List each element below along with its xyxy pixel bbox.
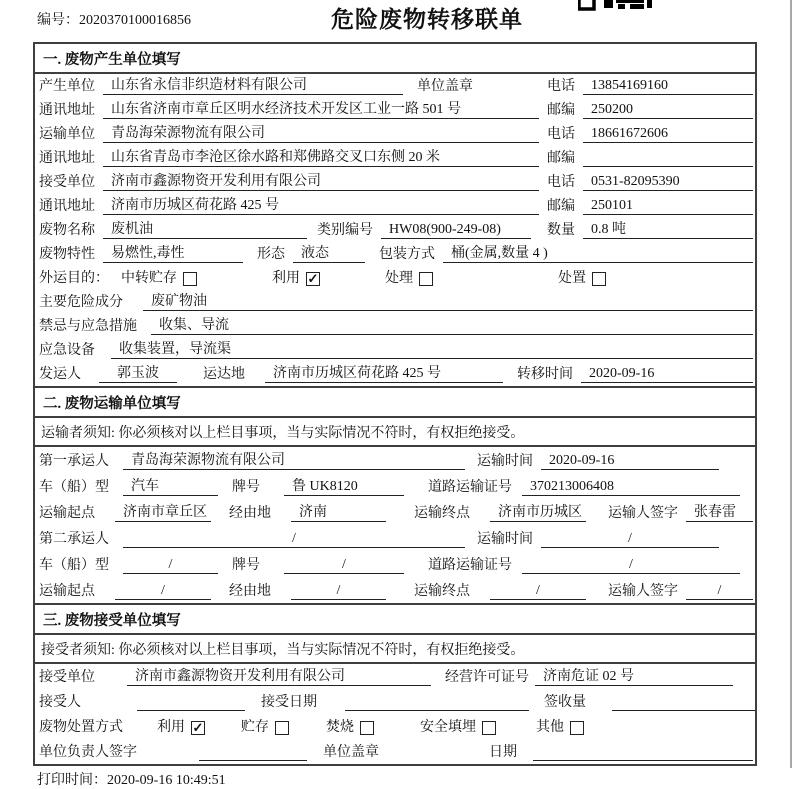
form-row <box>35 739 755 764</box>
field-label: 发运人 <box>39 367 81 382</box>
document-header <box>0 0 796 42</box>
document-title: 危险废物转移联单 <box>331 7 523 32</box>
field-label: 废物处置方式 <box>39 720 123 735</box>
form-row <box>35 74 755 98</box>
field-value: 济南市章丘区 <box>115 504 211 522</box>
field-value: / <box>541 530 719 548</box>
checkbox-icon <box>360 721 374 735</box>
field-label: 车（船）型 <box>39 558 109 573</box>
field-label: 运输人签字 <box>608 506 678 521</box>
checkbox-field <box>121 270 197 287</box>
field-value: 250200 <box>583 101 753 119</box>
form-row <box>35 525 755 551</box>
form-row <box>35 362 755 386</box>
field-label: 经由地 <box>229 506 271 521</box>
field-label: 接受日期 <box>261 695 317 710</box>
checkbox-checked-icon: ✓ <box>307 271 319 286</box>
field-label: 包装方式 <box>379 247 435 262</box>
field-value: HW08(900-249-08) <box>381 221 531 239</box>
field-label: 单位盖章 <box>323 745 379 760</box>
field-value: 青岛海荣源物流有限公司 <box>103 125 539 143</box>
checkbox-icon <box>419 272 433 286</box>
checkbox-field <box>420 719 496 736</box>
field-value: 易燃性,毒性 <box>103 245 243 263</box>
checkbox-label: 利用 <box>157 720 185 735</box>
field-label: 转移时间 <box>517 367 573 382</box>
field-label: 日期 <box>489 745 517 760</box>
field-value <box>583 150 753 167</box>
field-label: 外运目的： <box>39 271 109 286</box>
field-value: 郭玉波 <box>99 365 177 383</box>
field-value: 山东省永信非织造材料有限公司 <box>103 77 403 95</box>
field-label: 形态 <box>257 247 285 262</box>
form-row <box>35 499 755 525</box>
form-row <box>35 689 755 714</box>
field-value: 济南市鑫源物资开发利用有限公司 <box>103 173 539 191</box>
scan-page-edge <box>790 0 792 768</box>
checkbox-field <box>385 270 433 287</box>
field-label: 运输终点 <box>414 506 470 521</box>
field-label: 数量 <box>547 223 575 238</box>
form-section-1 <box>35 44 755 386</box>
field-label: 应急设备 <box>39 343 95 358</box>
checkbox-icon <box>275 721 289 735</box>
field-label: 牌号 <box>232 558 260 573</box>
field-value: 济南市历城区 <box>490 504 586 522</box>
field-value: 2020-09-16 <box>581 365 753 383</box>
field-label: 经营许可证号 <box>445 670 529 685</box>
field-value: 济南危证 02 号 <box>535 668 733 686</box>
form-row <box>35 714 755 739</box>
field-label: 运输人签字 <box>608 584 678 599</box>
checkbox-label: 中转贮存 <box>121 271 177 286</box>
form-row <box>35 314 755 338</box>
field-value: 济南市历城区荷花路 425 号 <box>265 365 503 383</box>
form-row <box>35 218 755 242</box>
field-label: 主要危险成分 <box>39 295 123 310</box>
section-note: 接受者须知: 你必须核对以上栏目事项，当与实际情况不符时，有权拒绝接受。 <box>35 635 755 664</box>
field-label: 运输起点 <box>39 584 95 599</box>
field-value: / <box>490 582 586 600</box>
field-label: 通讯地址 <box>39 151 95 166</box>
field-value: 山东省青岛市李沧区徐水路和郑佛路交叉口东侧 20 米 <box>103 149 539 167</box>
field-label: 通讯地址 <box>39 199 95 214</box>
print-time <box>37 769 796 789</box>
form-row <box>35 664 755 689</box>
checkbox-label: 焚烧 <box>326 720 354 735</box>
field-label: 禁忌与应急措施 <box>39 319 137 334</box>
field-value: 250101 <box>583 197 753 215</box>
checkbox-label: 利用 <box>272 271 300 286</box>
print-time-value: 2020-09-16 10:49:51 <box>107 773 226 788</box>
checkbox-field <box>558 270 606 287</box>
checkbox-field <box>241 719 289 736</box>
checkbox-label: 其他 <box>536 720 564 735</box>
field-label: 运达地 <box>203 367 245 382</box>
serial-label: 编号： <box>37 13 79 28</box>
checkbox-icon <box>482 721 496 735</box>
field-label: 道路运输证号 <box>428 480 512 495</box>
field-value: 2020-09-16 <box>541 452 719 470</box>
field-value <box>199 744 307 761</box>
field-label: 邮编 <box>547 103 575 118</box>
field-value: 张春雷 <box>686 504 753 522</box>
manifest-form-table <box>33 42 757 766</box>
checkbox-icon <box>592 272 606 286</box>
field-label: 产生单位 <box>39 79 95 94</box>
field-value: 收集装置，导流渠 <box>111 341 753 359</box>
checkbox-field <box>157 719 205 736</box>
field-value: 370213006408 <box>522 478 740 496</box>
field-value: 液态 <box>293 245 365 263</box>
qr-code-fragment <box>578 0 652 12</box>
field-value <box>345 694 529 711</box>
form-section-3 <box>35 603 755 764</box>
field-value: 济南市历城区荷花路 425 号 <box>103 197 539 215</box>
field-label: 电话 <box>547 175 575 190</box>
field-label: 道路运输证号 <box>428 558 512 573</box>
field-value <box>612 694 755 711</box>
field-label: 废物名称 <box>39 223 95 238</box>
field-value: 0531-82095390 <box>583 173 753 191</box>
section-note: 运输者须知: 你必须核对以上栏目事项，当与实际情况不符时，有权拒绝接受。 <box>35 418 755 447</box>
field-label: 第一承运人 <box>39 454 109 469</box>
field-value: 青岛海荣源物流有限公司 <box>123 452 465 470</box>
field-label: 运输时间 <box>477 454 533 469</box>
section-title: 三. 废物接受单位填写 <box>35 605 755 635</box>
field-value: 废机油 <box>103 221 307 239</box>
checkbox-field <box>272 270 320 287</box>
field-label: 运输单位 <box>39 127 95 142</box>
field-label: 运输终点 <box>414 584 470 599</box>
field-value: 收集、导流 <box>151 317 753 335</box>
field-value: / <box>123 530 465 548</box>
field-label: 单位负责人签字 <box>39 745 137 760</box>
form-row <box>35 98 755 122</box>
field-label: 电话 <box>547 127 575 142</box>
form-row <box>35 146 755 170</box>
field-label: 接受单位 <box>39 175 95 190</box>
form-row <box>35 447 755 473</box>
form-row <box>35 194 755 218</box>
form-row <box>35 242 755 266</box>
field-value: 鲁 UK8120 <box>284 478 404 496</box>
field-label: 电话 <box>547 79 575 94</box>
form-row <box>35 266 755 290</box>
section-title: 二. 废物运输单位填写 <box>35 388 755 418</box>
checkbox-label: 安全填埋 <box>420 720 476 735</box>
checkbox-label: 贮存 <box>241 720 269 735</box>
field-label: 通讯地址 <box>39 103 95 118</box>
field-value: / <box>115 582 211 600</box>
form-row <box>35 170 755 194</box>
checkbox-label: 处置 <box>558 271 586 286</box>
checkbox-icon <box>570 721 584 735</box>
checkbox-field <box>326 719 374 736</box>
field-value <box>533 744 753 761</box>
section-title: 一. 废物产生单位填写 <box>35 44 755 74</box>
print-time-label: 打印时间： <box>37 773 107 788</box>
form-row <box>35 551 755 577</box>
checkbox-field <box>536 719 584 736</box>
form-row <box>35 473 755 499</box>
field-label: 经由地 <box>229 584 271 599</box>
field-value: 汽车 <box>123 478 218 496</box>
field-label: 车（船）型 <box>39 480 109 495</box>
field-value: 13854169160 <box>583 77 753 95</box>
field-value: 济南市鑫源物资开发利用有限公司 <box>127 668 431 686</box>
serial-number <box>37 9 191 29</box>
form-row <box>35 577 755 603</box>
field-label: 牌号 <box>232 480 260 495</box>
checkbox-label: 处理 <box>385 271 413 286</box>
checkbox-checked-icon: ✓ <box>192 720 204 735</box>
field-value: 桶(金属,数量 4 ) <box>443 245 753 263</box>
field-value: 济南 <box>291 504 386 522</box>
field-label: 类别编号 <box>317 223 373 238</box>
field-label: 运输起点 <box>39 506 95 521</box>
field-value: / <box>686 582 753 600</box>
field-value: 山东省济南市章丘区明水经济技术开发区工业一路 501 号 <box>103 101 539 119</box>
field-value: 0.8 吨 <box>583 221 753 239</box>
form-section-2 <box>35 386 755 603</box>
field-value: / <box>522 556 740 574</box>
field-value: / <box>123 556 218 574</box>
serial-value: 2020370100016856 <box>79 13 191 28</box>
field-label: 单位盖章 <box>417 79 473 94</box>
field-label: 邮编 <box>547 199 575 214</box>
field-value: / <box>284 556 404 574</box>
form-row <box>35 122 755 146</box>
field-label: 接受单位 <box>39 670 95 685</box>
field-label: 废物特性 <box>39 247 95 262</box>
field-value: / <box>291 582 386 600</box>
field-label: 第二承运人 <box>39 532 109 547</box>
field-value: 18661672606 <box>583 125 753 143</box>
checkbox-icon <box>183 272 197 286</box>
field-label: 邮编 <box>547 151 575 166</box>
field-value: 废矿物油 <box>143 293 753 311</box>
form-row <box>35 338 755 362</box>
field-label: 接受人 <box>39 695 81 710</box>
form-row <box>35 290 755 314</box>
field-label: 运输时间 <box>477 532 533 547</box>
field-value <box>137 694 245 711</box>
field-label: 签收量 <box>544 695 586 710</box>
